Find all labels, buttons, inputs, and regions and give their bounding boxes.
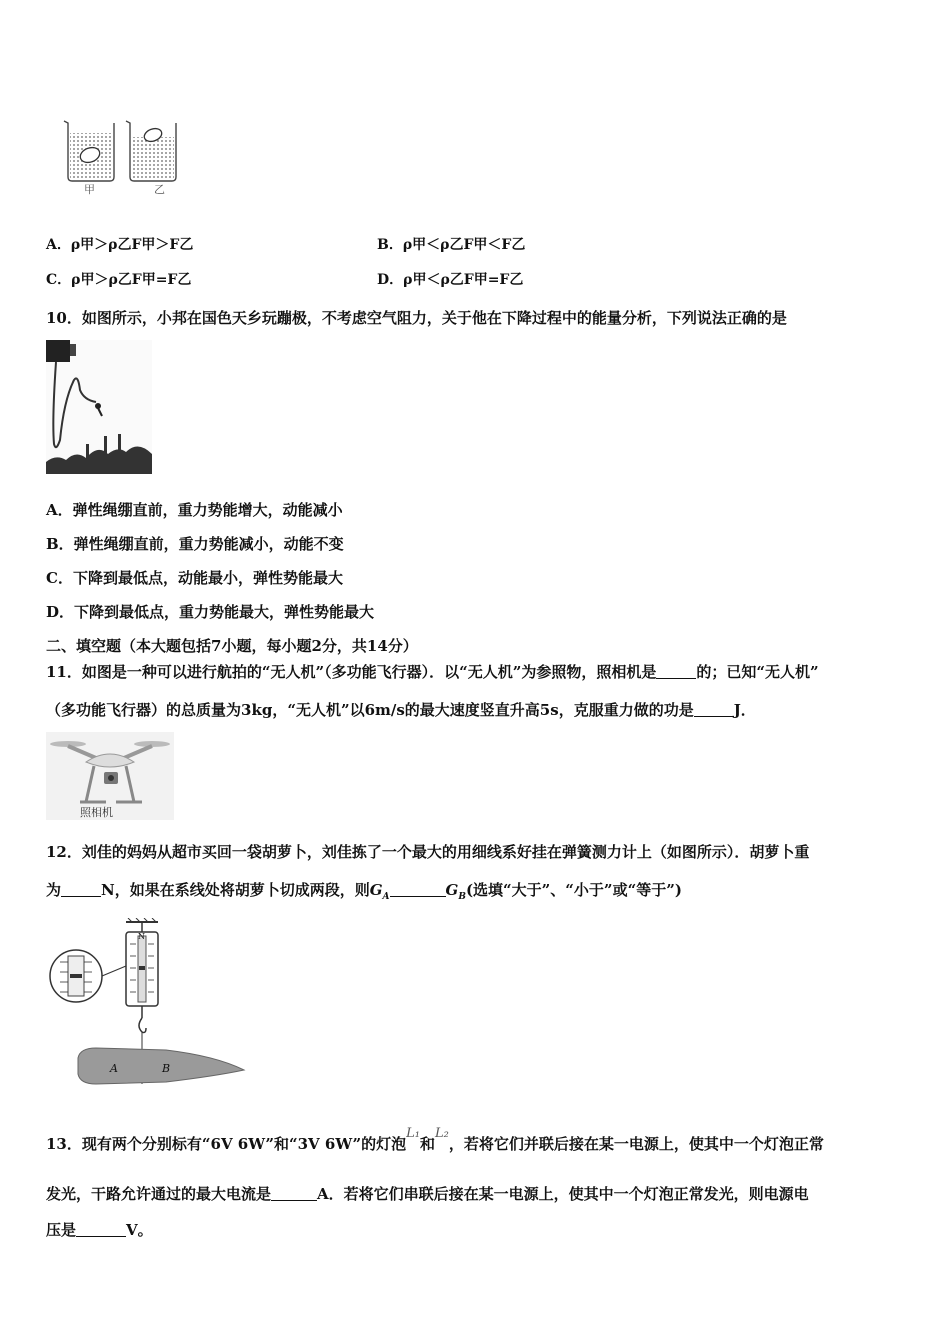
q12-ga: $G_A$: [369, 881, 390, 902]
q12-label-n: N: [138, 932, 145, 941]
q11-blank-1[interactable]: [656, 664, 696, 679]
q10-option-d[interactable]: D．下降到最低点，重力势能最大，弹性势能最大: [46, 603, 375, 621]
q9-label-yi: 乙: [154, 183, 165, 196]
q12-blank-2[interactable]: [390, 882, 446, 897]
q13-text-2b: A．若将它们串联后接在某一电源上，使其中一个灯泡正常发光，则电源电: [317, 1185, 809, 1203]
q13-text-3a: 压是: [46, 1221, 77, 1239]
beaker-jia: [64, 121, 114, 181]
q9-option-b[interactable]: B．ρ甲＜ρ乙F甲＜F乙: [377, 237, 526, 253]
q10-option-c[interactable]: C．下降到最低点，动能最小，弹性势能最大: [46, 569, 343, 587]
q10-option-a[interactable]: A．弹性绳绷直前，重力势能增大，动能减小: [46, 501, 343, 519]
q11-text-2b: J．: [733, 701, 756, 719]
carrot: [78, 1048, 244, 1084]
q9-option-d[interactable]: D．ρ甲＜ρ乙F甲=F乙: [377, 272, 524, 288]
q10-option-b[interactable]: B．弹性绳绷直前，重力势能减小，动能不变: [46, 535, 344, 553]
q12-scale-figure: [46, 918, 250, 1088]
q13-l1: L₁: [406, 1126, 420, 1141]
q12-line2: [46, 880, 682, 907]
beaker-yi: [126, 121, 176, 181]
q13-text-2a: 发光，干路允许通过的最大电流是: [46, 1185, 272, 1203]
q12-text-2a: 为: [46, 881, 62, 899]
q12-label-a: A: [110, 1062, 118, 1075]
q13-line3: [46, 1220, 153, 1240]
q13-blank-2[interactable]: [76, 1222, 126, 1237]
q12-text-2c: (选填“大于”、“小于”或“等于”): [465, 881, 682, 899]
q11-text-2a: （多功能飞行器）的总质量为3kg，“无人机”以6m/s的最大速度竖直升高5s，克服重力做的功是: [46, 701, 694, 719]
ceiling-hatch: [126, 918, 158, 932]
q11-camera-label: 照相机: [80, 806, 113, 819]
q9-label-jia: 甲: [84, 183, 95, 196]
q13-and: 和: [419, 1135, 435, 1153]
q9-option-c[interactable]: C．ρ甲＞ρ乙F甲=F乙: [46, 272, 192, 288]
q11-line2: [46, 700, 756, 720]
q11-blank-2[interactable]: [694, 702, 734, 717]
q13-l2: L₂: [434, 1126, 449, 1141]
q10-bungee-figure: [46, 340, 152, 474]
q13-text-1b: ，若将它们并联后接在某一电源上，使其中一个灯泡正常: [448, 1135, 824, 1153]
q12-label-b: B: [162, 1062, 171, 1075]
q11-drone-figure: [46, 732, 174, 820]
q9-option-a[interactable]: A．ρ甲＞ρ乙F甲＞F乙: [46, 237, 194, 253]
q13-line1: [46, 1126, 824, 1156]
q10-stem: 10．如图所示，小邦在国色天乡玩蹦极，不考虑空气阻力，关于他在下降过程中的能量分析，下列说法正确的是: [46, 309, 787, 327]
q13-text-3b: V。: [126, 1221, 153, 1239]
q12-text-2b: N，如果在系线处将胡萝卜切成两段，则: [101, 881, 370, 899]
q11-line1: [46, 662, 819, 682]
q13-line2: [46, 1184, 809, 1204]
q13-text-1a: 13．现有两个分别标有“6V 6W”和“3V 6W”的灯泡: [46, 1135, 407, 1153]
q11-text-1a: 11．如图是一种可以进行航拍的“无人机”（多功能飞行器）．以“无人机”为参照物，照相机是: [46, 663, 657, 681]
q11-text-1b: 的；已知“无人机”: [696, 663, 819, 681]
q13-blank-1[interactable]: [271, 1186, 317, 1201]
q12-line1: 12．刘佳的妈妈从超市买回一袋胡萝卜，刘佳拣了一个最大的用细线系好挂在弹簧测力计上（如图所示）．胡萝卜重: [46, 843, 810, 861]
q12-gb: $G_B$: [445, 881, 466, 902]
q9-beakers-figure: [60, 115, 190, 195]
section-heading: 二、填空题（本大题包括7小题，每小题2分，共14分）: [46, 637, 418, 655]
q12-blank-1[interactable]: [61, 882, 101, 897]
